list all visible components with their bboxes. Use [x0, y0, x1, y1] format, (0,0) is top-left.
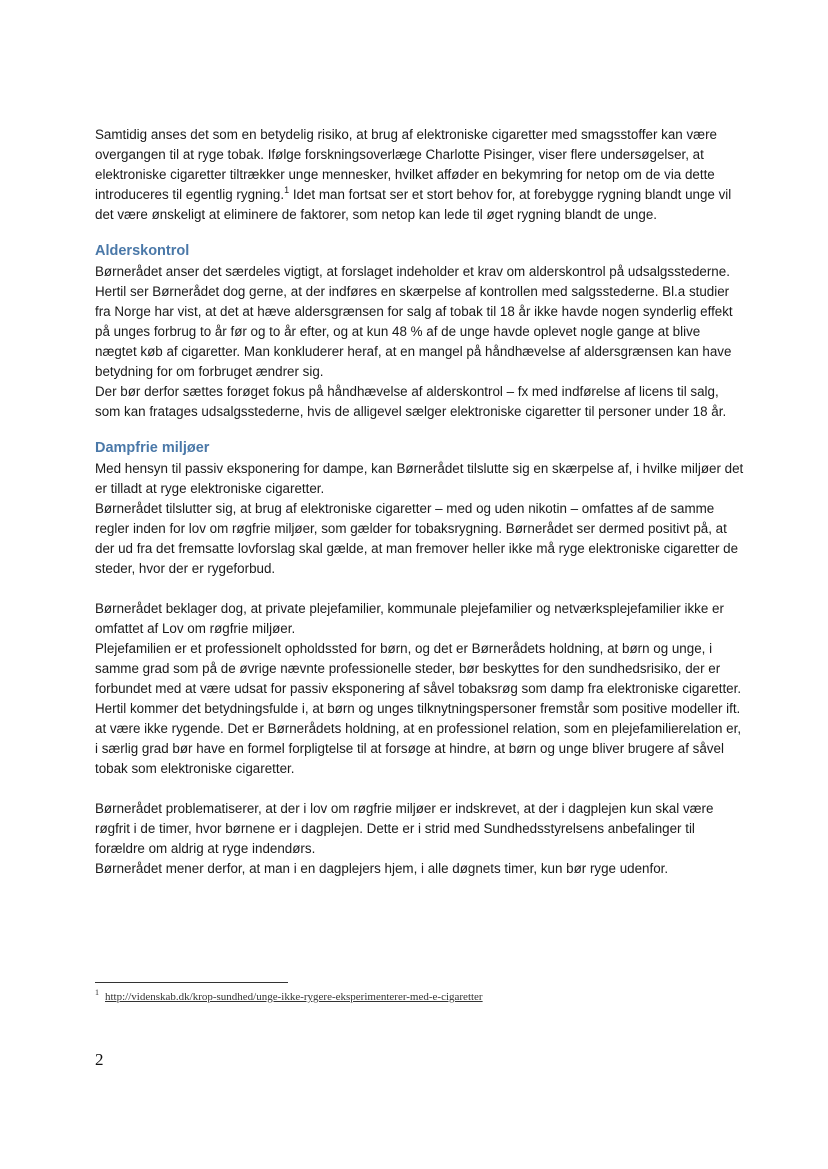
body-text — [95, 125, 745, 879]
paragraph-gap — [95, 779, 745, 799]
section-heading-dampfrie: Dampfrie miljøer — [95, 440, 210, 456]
dampfrie-paragraph-4: Plejefamilien er et professionelt opholdssted for børn, og det er Børnerådets holdning, at børn og unge, i samme grad som på de øvrige nævnte professionelle steder, bør beskyttes for den sundhedsrisiko, der er forbundet med at være udsat for passiv eksponering af såvel tobaksrøg som damp fra elektroniske cigaretter. Hertil kommer det betydningsfulde i, at børn og unges tilknytningspersoner fremstår som positive modeller ift. at være ikke rygende. Det er Børnerådets holdning, at en professionel relation, som en plejefamilierelation er, i særlig grad bør have en formel forpligtelse til at forsøge at hindre, at børn og unge bliver brugere af såvel tobak som elektroniske cigaretter. — [95, 641, 742, 776]
dampfrie-paragraph-5: Børnerådet problematiserer, at der i lov om røgfrie miljøer er indskrevet, at der i dagplejen kun skal være røgfrit i de timer, hvor børnene er i dagplejen. Dette er i strid med Sundhedsstyrelsens anbefalinger til forældre om aldrig at ryge indendørs. — [95, 801, 714, 856]
footnote-link[interactable]: http://videnskab.dk/krop-sundhed/unge-ikke-rygere-eksperimenterer-med-e-cigaretter — [105, 991, 483, 1003]
paragraph-gap — [95, 579, 745, 599]
alderskontrol-paragraph-2: Der bør derfor sættes forøget fokus på håndhævelse af alderskontrol – fx med indførelse af licens til salg, som kan fratages udsalgsstederne, hvis de alligevel sælger elektroniske cigaretter til personer under 18 år. — [95, 384, 727, 419]
intro-text: Samtidig anses det som en betydelig risiko, at brug af elektroniske cigaretter med smagsstoffer kan være overgangen til at ryge tobak. Ifølge forskningsoverlæge Charlotte Pisinger, viser flere undersøgelser, at elektroniske cigaretter tiltrækker unge mennesker, hvilket afføder en bekymring for netop om de via dette introduceres til egentlig rygning. — [95, 127, 717, 202]
intro-paragraph — [95, 125, 745, 225]
dampfrie-paragraph-6: Børnerådet mener derfor, at man i en dagplejers hjem, i alle døgnets timer, kun bør ryge udenfor. — [95, 861, 669, 876]
section-heading-alderskontrol: Alderskontrol — [95, 243, 190, 259]
alderskontrol-paragraph-1: Børnerådet anser det særdeles vigtigt, at forslaget indeholder et krav om alderskontrol på udsalgsstederne. Hertil ser Børnerådet dog gerne, at der indføres en skærpelse af kontrollen med salgsstederne. Bl.a studier fra Norge har vist, at det at hæve aldersgrænsen for salg af tobak til 18 år ikke havde nogen synderlig effekt på unges forbrug to år før og to år efter, og at kun 48 % af de unge havde oplevet nogle gange at blive nægtet køb af cigaretter. Man konkluderer heraf, at en mangel på håndhævelse af aldersgrænsen kan have betydning for om forbruget ændrer sig. — [95, 264, 733, 379]
footnote — [95, 988, 483, 1003]
dampfrie-paragraph-2: Børnerådet tilslutter sig, at brug af elektroniske cigaretter – med og uden nikotin – omfattes af de samme regler inden for lov om røgfrie miljøer, som gælder for tobaksrygning. Børnerådet ser dermed positivt på, at der ud fra det fremsatte lovforslag skal gælde, at man fremover heller ikke må ryge elektroniske cigaretter de steder, hvor der er rygeforbud. — [95, 501, 739, 576]
intro-text-continued: Idet man fortsat ser et stort behov for, at forebygge rygning blandt unge vil det være ønskeligt at eliminere de faktorer, som netop kan lede til øget rygning blandt de unge. — [95, 187, 732, 222]
footnote-reference[interactable]: 1 — [284, 185, 290, 195]
page-number: 2 — [95, 1050, 104, 1069]
dampfrie-paragraph-3: Børnerådet beklager dog, at private plejefamilier, kommunale plejefamilier og netværksplejefamilier ikke er omfattet af Lov om røgfrie miljøer. — [95, 601, 724, 636]
footnote-number: 1 — [95, 988, 99, 997]
footnote-divider — [95, 982, 288, 983]
dampfrie-paragraph-1: Med hensyn til passiv eksponering for dampe, kan Børnerådet tilslutte sig en skærpelse af, i hvilke miljøer det er tilladt at ryge elektroniske cigaretter. — [95, 461, 744, 496]
